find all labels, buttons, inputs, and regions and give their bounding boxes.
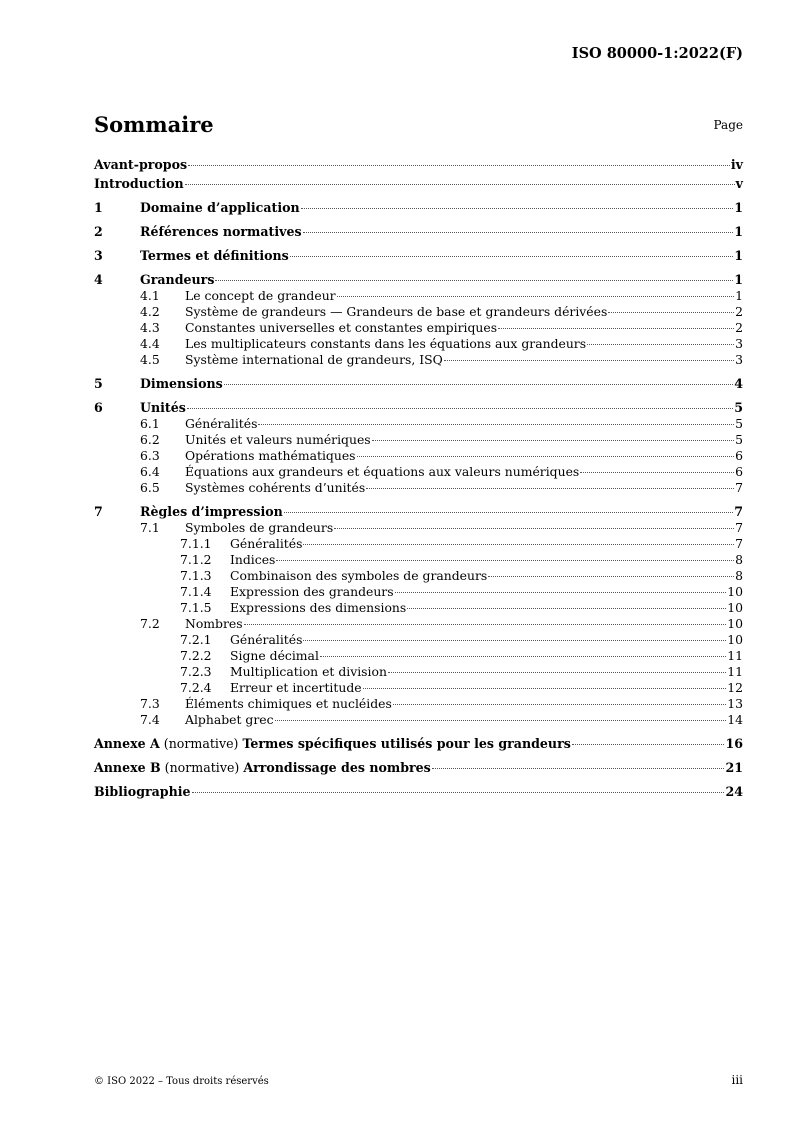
toc-entry-title: Références normatives	[140, 224, 302, 239]
toc-subentry[interactable]	[94, 632, 743, 648]
toc-entry-page: 3	[735, 336, 743, 351]
toc-subentry[interactable]	[94, 648, 743, 664]
toc-entry-page: 10	[727, 600, 743, 615]
toc-entry-title: Éléments chimiques et nucléides	[185, 696, 392, 711]
toc-entry-title: Domaine d’application	[140, 200, 300, 215]
toc-entry-page: 2	[735, 304, 743, 319]
toc-entry-number: 7.2.1	[180, 632, 212, 647]
dot-leader	[580, 471, 734, 473]
toc-entry-title: Généralités	[230, 536, 303, 551]
toc-entry-page: 5	[735, 416, 743, 431]
toc-entry-title: Erreur et incertitude	[230, 680, 362, 695]
toc-subentry[interactable]	[94, 432, 743, 448]
toc-entry-number: 2	[94, 224, 103, 239]
toc-entry-number: 4.2	[140, 304, 160, 319]
toc-subentry[interactable]	[94, 536, 743, 552]
toc-subentry[interactable]	[94, 600, 743, 616]
toc-entry-number: 4.4	[140, 336, 160, 351]
toc-entry-title: Nombres	[185, 616, 243, 631]
toc-entry-page: 7	[735, 536, 743, 551]
annex-kind: (normative)	[159, 736, 243, 751]
toc-entry-page: 7	[734, 504, 743, 519]
toc-entry-title: Combinaison des symboles de grandeurs	[230, 568, 488, 583]
toc-entry-number: 4	[94, 272, 103, 287]
toc-subentry[interactable]	[94, 320, 743, 336]
toc-entry-page: 5	[734, 400, 743, 415]
toc-entry-title: Généralités	[230, 632, 303, 647]
table-of-contents	[94, 156, 743, 800]
dot-leader	[572, 743, 725, 745]
toc-entry-title: Règles d’impression	[140, 504, 283, 519]
toc-entry-title	[94, 735, 571, 752]
toc-entry[interactable]	[94, 503, 743, 520]
toc-subentry[interactable]	[94, 352, 743, 368]
toc-entry-number: 4.5	[140, 352, 160, 367]
dot-leader	[444, 359, 734, 361]
toc-entry-number: 6.4	[140, 464, 160, 479]
toc-entry-title	[94, 759, 431, 776]
toc-entry-title: Introduction	[94, 176, 184, 191]
toc-entry-page: 4	[734, 376, 743, 391]
dot-leader	[224, 383, 734, 385]
toc-entry-title: Grandeurs	[140, 272, 215, 287]
toc-entry-number: 7.1.2	[180, 552, 212, 567]
toc-entry[interactable]	[94, 223, 743, 240]
dot-leader	[432, 767, 725, 769]
toc-entry-page: 1	[734, 272, 743, 287]
toc-entry-title: Généralités	[185, 416, 258, 431]
toc-heading: Sommaire	[94, 112, 214, 137]
toc-entry-page: iv	[730, 157, 743, 172]
dot-leader	[395, 591, 727, 593]
toc-entry-title: Expressions des dimensions	[230, 600, 407, 615]
dot-leader	[587, 343, 734, 345]
dot-leader	[337, 295, 735, 297]
toc-entry[interactable]	[94, 759, 743, 776]
dot-leader	[185, 183, 735, 185]
toc-entry-page: 5	[735, 432, 743, 447]
toc-entry-number: 7.2.3	[180, 664, 212, 679]
toc-entry[interactable]	[94, 399, 743, 416]
dot-leader	[303, 639, 726, 641]
annex-label: Annexe A	[94, 736, 160, 751]
toc-entry-title: Expression des grandeurs	[230, 584, 394, 599]
toc-entry-number: 7.2.2	[180, 648, 212, 663]
toc-entry-title: Dimensions	[140, 376, 223, 391]
toc-entry-title: Systèmes cohérents d’unités	[185, 480, 366, 495]
toc-subentry[interactable]	[94, 680, 743, 696]
dot-leader	[372, 439, 734, 441]
toc-entry-page: 12	[727, 680, 743, 695]
toc-subentry[interactable]	[94, 304, 743, 320]
dot-leader	[320, 655, 726, 657]
toc-entry[interactable]	[94, 175, 743, 192]
dot-leader	[192, 791, 725, 793]
toc-subentry[interactable]	[94, 616, 743, 632]
toc-entry-title: Bibliographie	[94, 784, 191, 799]
toc-subentry[interactable]	[94, 416, 743, 432]
toc-entry-number: 7.1.3	[180, 568, 212, 583]
toc-subentry[interactable]	[94, 480, 743, 496]
dot-leader	[366, 487, 734, 489]
toc-entry[interactable]	[94, 247, 743, 264]
toc-entry[interactable]	[94, 735, 743, 752]
toc-entry-number: 6.5	[140, 480, 160, 495]
dot-leader	[290, 255, 733, 257]
toc-entry-page: v	[735, 176, 743, 191]
toc-entry-number: 7.2	[140, 616, 160, 631]
toc-entry-number: 6	[94, 400, 103, 415]
toc-entry-title: Termes et définitions	[140, 248, 289, 263]
dot-leader	[388, 671, 726, 673]
toc-subentry[interactable]	[94, 464, 743, 480]
dot-leader	[301, 207, 734, 209]
toc-entry-title: Unités	[140, 400, 186, 415]
toc-entry-title: Avant-propos	[94, 157, 188, 172]
annex-kind: (normative)	[160, 760, 244, 775]
dot-leader	[188, 164, 730, 166]
annex-title: Arrondissage des nombres	[243, 760, 431, 775]
toc-entry-page: 11	[727, 648, 743, 663]
toc-entry-page: 10	[727, 616, 743, 631]
annex-label: Annexe B	[94, 760, 161, 775]
page-column-label: Page	[713, 118, 743, 132]
dot-leader	[215, 279, 733, 281]
toc-subentry[interactable]	[94, 520, 743, 536]
toc-entry-page: 6	[735, 464, 743, 479]
toc-entry-number: 1	[94, 200, 103, 215]
toc-entry-number: 6.2	[140, 432, 160, 447]
toc-entry-title: Unités et valeurs numériques	[185, 432, 371, 447]
toc-entry-number: 5	[94, 376, 103, 391]
toc-entry-title: Signe décimal	[230, 648, 319, 663]
toc-subentry[interactable]	[94, 664, 743, 680]
toc-subentry[interactable]	[94, 568, 743, 584]
toc-entry[interactable]	[94, 156, 743, 173]
toc-subentry[interactable]	[94, 712, 743, 728]
dot-leader	[303, 543, 734, 545]
dot-leader	[258, 423, 734, 425]
toc-entry-title: Alphabet grec	[185, 712, 274, 727]
dot-leader	[276, 559, 734, 561]
dot-leader	[608, 311, 734, 313]
toc-entry[interactable]	[94, 199, 743, 216]
toc-subentry[interactable]	[94, 288, 743, 304]
toc-entry-page: 8	[735, 568, 743, 583]
toc-entry-title: Constantes universelles et constantes empiriques	[185, 320, 498, 335]
dot-leader	[488, 575, 734, 577]
toc-subentry[interactable]	[94, 552, 743, 568]
toc-entry-number: 4.3	[140, 320, 160, 335]
toc-entry-number: 6.3	[140, 448, 160, 463]
toc-entry-page: 1	[734, 224, 743, 239]
toc-entry-page: 11	[727, 664, 743, 679]
toc-entry-number: 7.4	[140, 712, 160, 727]
toc-subentry[interactable]	[94, 696, 743, 712]
toc-entry-title: Équations aux grandeurs et équations aux valeurs numériques	[185, 464, 580, 479]
toc-entry-page: 8	[735, 552, 743, 567]
dot-leader	[393, 703, 726, 705]
toc-entry-title: Symboles de grandeurs	[185, 520, 334, 535]
toc-subentry[interactable]	[94, 448, 743, 464]
toc-subentry[interactable]	[94, 336, 743, 352]
toc-entry-number: 7.3	[140, 696, 160, 711]
toc-entry-number: 7.1.1	[180, 536, 212, 551]
toc-entry-page: 1	[734, 248, 743, 263]
dot-leader	[498, 327, 734, 329]
toc-entry[interactable]	[94, 271, 743, 288]
toc-entry-number: 7.1.4	[180, 584, 212, 599]
toc-entry-title: Système de grandeurs — Grandeurs de base et grandeurs dérivées	[185, 304, 608, 319]
toc-entry-number: 6.1	[140, 416, 160, 431]
dot-leader	[275, 719, 727, 721]
toc-entry-page: 10	[727, 584, 743, 599]
toc-entry-page: 14	[727, 712, 743, 727]
footer-copyright: © ISO 2022 – Tous droits réservés	[94, 1076, 269, 1087]
toc-entry-page: 16	[725, 736, 743, 751]
toc-entry-title: Indices	[230, 552, 276, 567]
toc-entry[interactable]	[94, 783, 743, 800]
toc-entry-page: 13	[727, 696, 743, 711]
toc-entry-number: 7.1.5	[180, 600, 212, 615]
annex-title: Termes spécifiques utilisés pour les grandeurs	[242, 736, 571, 751]
toc-entry-title: Le concept de grandeur	[185, 288, 336, 303]
dot-leader	[407, 607, 726, 609]
dot-leader	[363, 687, 727, 689]
toc-entry-number: 7.2.4	[180, 680, 212, 695]
toc-entry-title: Multiplication et division	[230, 664, 387, 679]
toc-entry-title: Les multiplicateurs constants dans les équations aux grandeurs	[185, 336, 587, 351]
toc-entry-page: 2	[735, 320, 743, 335]
dot-leader	[357, 455, 735, 457]
toc-entry-title: Système international de grandeurs, ISQ	[185, 352, 443, 367]
toc-entry-page: 6	[735, 448, 743, 463]
dot-leader	[303, 231, 734, 233]
toc-entry-page: 1	[734, 200, 743, 215]
document-id: ISO 80000-1:2022(F)	[571, 45, 743, 62]
toc-entry-page: 1	[735, 288, 743, 303]
toc-entry-title: Opérations mathématiques	[185, 448, 356, 463]
toc-entry-number: 7.1	[140, 520, 160, 535]
toc-entry-number: 3	[94, 248, 103, 263]
dot-leader	[244, 623, 727, 625]
dot-leader	[334, 527, 734, 529]
toc-entry-number: 4.1	[140, 288, 160, 303]
toc-entry-page: 10	[727, 632, 743, 647]
dot-leader	[187, 407, 733, 409]
toc-entry-page: 3	[735, 352, 743, 367]
dot-leader	[284, 511, 733, 513]
toc-entry-number: 7	[94, 504, 103, 519]
toc-entry-page: 7	[735, 480, 743, 495]
toc-subentry[interactable]	[94, 584, 743, 600]
toc-entry-page: 7	[735, 520, 743, 535]
footer-page-number: iii	[731, 1073, 743, 1087]
toc-entry-page: 24	[725, 784, 743, 799]
toc-entry-page: 21	[725, 760, 743, 775]
toc-entry[interactable]	[94, 375, 743, 392]
